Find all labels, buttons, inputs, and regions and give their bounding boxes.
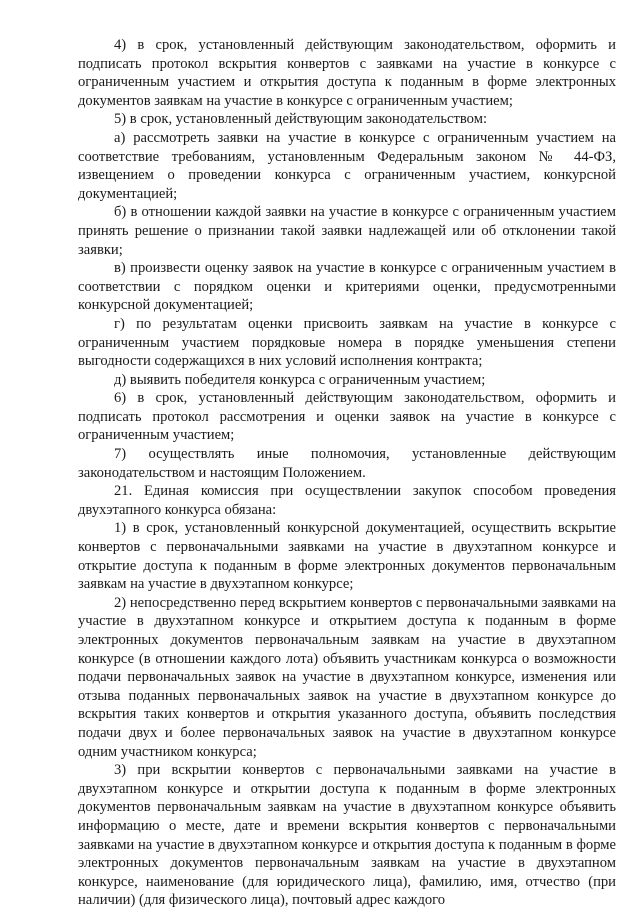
paragraph-5d-winner: д) выявить победителя конкурса с ограниченным участием; — [114, 371, 486, 388]
paragraph-21-1-opening: 1) в срок, установленный конкурсной документацией, осуществить вскрытие конвертов с первоначальными заявками на участие в двухэтапном конкурсе и открытие доступа к поданным в форме электронных документов первоначальным заявкам на участие в двухэтапном конкурсе; — [78, 520, 616, 593]
paragraph-5g-ranking: г) по результатам оценки присвоить заявкам на участие в конкурсе с ограниченным участием порядковые номера в порядке уменьшения степени выгодности содержащихся в них условий исполнения контракта; — [78, 315, 616, 370]
paragraph-6-protocol: 6) в срок, установленный действующим законодательством, оформить и подписать протокол рассмотрения и оценки заявок на участие в конкурсе с ограниченным участием; — [78, 390, 616, 444]
paragraph-21-3-information: 3) при вскрытии конвертов с первоначальными заявками на участие в двухэтапном конкурсе и открытии доступа к поданным в форме электронных документов первоначальным заявкам на участие в двухэтапном конкурсе объявить информацию о месте, дате и времени вскрытия конвертов с первоначальными заявками на участие в двухэтапном конкурсе и открытия доступа к поданным в форме электронных документов первоначальным заявкам на участие в двухэтапном конкурсе, наименование (для юридического лица), фамилию, имя, отчество (при наличии) (для физического лица), почтовый адрес каждого — [78, 762, 616, 909]
paragraph-4-protocol: 4) в срок, установленный действующим законодательством, оформить и подписать протокол вскрытия конвертов с заявками на участие в конкурсе с ограниченным участием и открытия доступа к поданным в форме электронных документов заявкам на участие в конкурсе с ограниченным участием; — [78, 37, 616, 109]
paragraph-21-2-announcement: 2) непосредственно перед вскрытием конвертов с первоначальными заявками на участие в двухэтапном конкурсе и открытием доступа к поданным в форме электронных документов первоначальным заявкам на участие в двухэтапном конкурсе (в отношении каждого лота) объявить участникам конкурса о возможности подачи первоначальных заявок на участие в двухэтапном конкурсе, изменения или отзыва поданных первоначальных заявок на участие в двухэтапном конкурсе до вскрытия таких конвертов и открытия указанного доступа, объявить последствия подачи двух и более первоначальных заявок на участие в двухэтапном конкурсе одним участником конкурса; — [78, 594, 616, 760]
paragraph-7-powers: 7) осуществлять иные полномочия, установленные действующим законодательством и настоящим Положением. — [78, 446, 616, 481]
paragraph-5b-decision: б) в отношении каждой заявки на участие в конкурсе с ограниченным участием принять решение о признании такой заявки надлежащей или об отклонении такой заявки; — [78, 204, 616, 258]
paragraph-5-deadline: 5) в срок, установленный действующим законодательством: — [114, 111, 487, 128]
paragraph-5a-review: а) рассмотреть заявки на участие в конкурсе с ограниченным участием на соответствие требованиям, установленным Федеральным законом № 44-ФЗ, извещением о проведении конкурса с ограниченным участием, конкурсной документацией; — [78, 129, 616, 202]
paragraph-21-commission: 21. Единая комиссия при осуществлении закупок способом проведения двухэтапного конкурса обязана: — [78, 483, 616, 518]
paragraph-5v-evaluation: в) произвести оценку заявок на участие в конкурсе с ограниченным участием в соответствии с порядком оценки и критериями оценки, предусмотренными конкурсной документацией; — [78, 260, 616, 314]
document-body — [78, 36, 616, 910]
